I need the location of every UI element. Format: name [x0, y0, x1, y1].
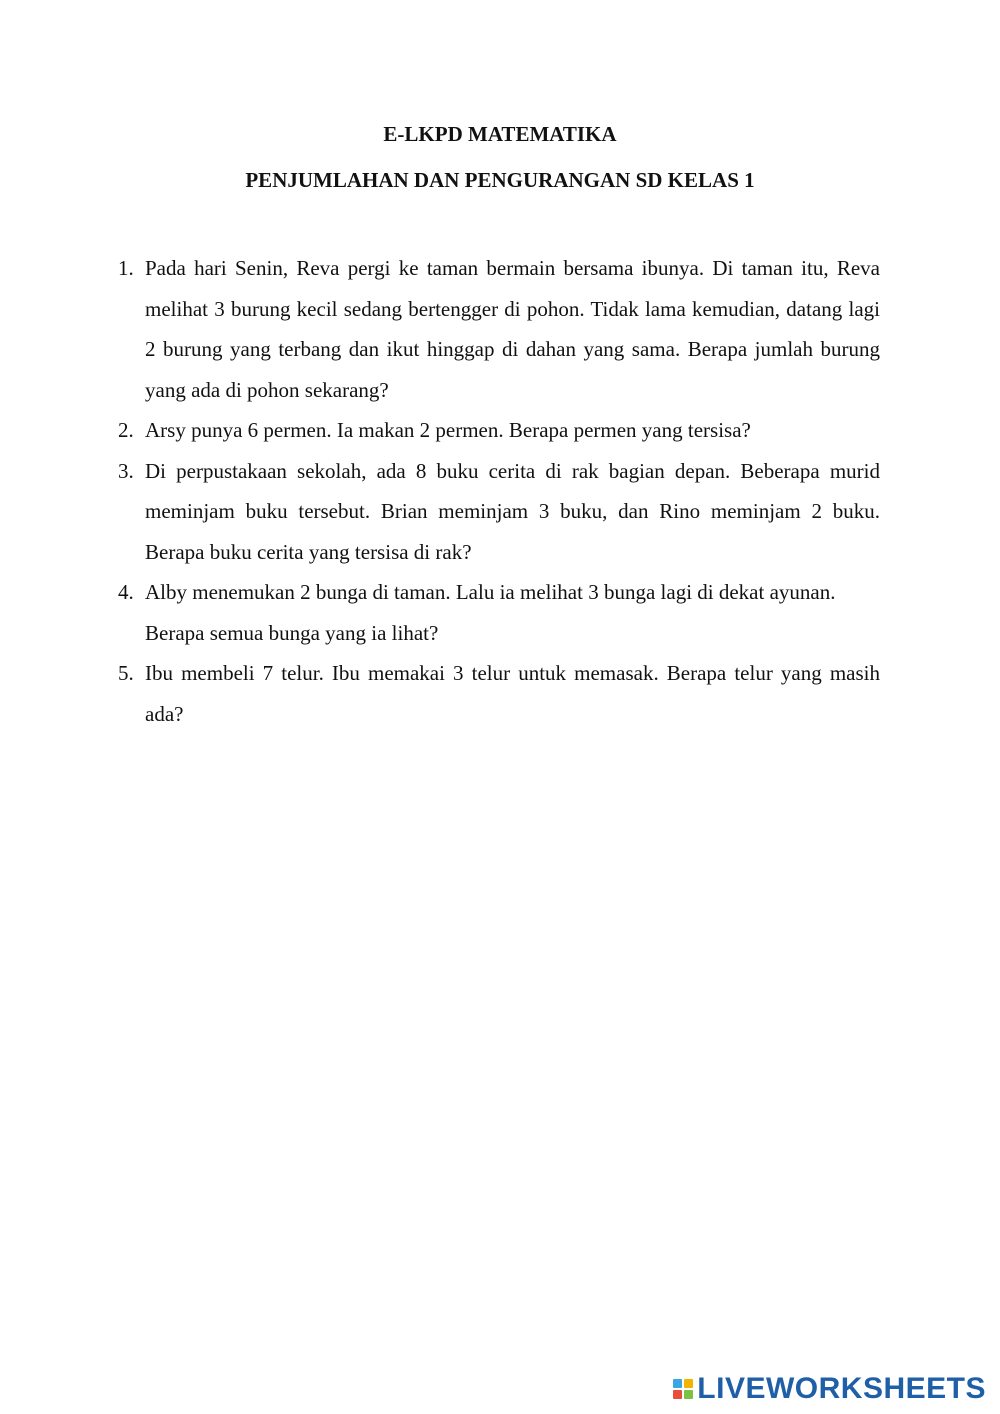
question-item-5	[118, 653, 880, 734]
logo-square-4	[684, 1390, 693, 1399]
question-item-3	[118, 451, 880, 573]
question-number: 5.	[118, 661, 134, 685]
question-item-1	[118, 248, 880, 410]
liveworksheets-logo	[673, 1372, 986, 1406]
logo-square-1	[673, 1379, 682, 1388]
logo-square-3	[673, 1390, 682, 1399]
question-text: Arsy punya 6 permen. Ia makan 2 permen. Berapa permen yang tersisa?	[145, 418, 751, 442]
question-item-4	[118, 572, 880, 653]
logo-wordmark: LIVEWORKSHEETS	[697, 1372, 986, 1405]
question-number: 2.	[118, 418, 134, 442]
question-text: Pada hari Senin, Reva pergi ke taman bermain bersama ibunya. Di taman itu, Reva melihat 3 burung kecil sedang bertengger di pohon. Tidak lama kemudian, datang lagi 2 burung yang terbang dan ikut hinggap di dahan yang sama. Berapa jumlah burung yang ada di pohon sekarang?	[145, 256, 880, 402]
page-subtitle: PENJUMLAHAN DAN PENGURANGAN SD KELAS 1	[245, 168, 755, 192]
page-title: E-LKPD MATEMATIKA	[383, 122, 617, 146]
question-number: 1.	[118, 256, 134, 280]
logo-square-2	[684, 1379, 693, 1388]
question-text: Alby menemukan 2 bunga di taman. Lalu ia melihat 3 bunga lagi di dekat ayunan.	[145, 580, 836, 604]
question-text: Di perpustakaan sekolah, ada 8 buku cerita di rak bagian depan. Beberapa murid meminjam buku tersebut. Brian meminjam 3 buku, dan Rino meminjam 2 buku. Berapa buku cerita yang tersisa di rak?	[145, 458, 880, 564]
question-item-2	[118, 410, 880, 451]
question-number: 3.	[118, 458, 134, 483]
logo-grid-icon	[673, 1379, 693, 1399]
question-text-followup: Berapa semua bunga yang ia lihat?	[145, 620, 439, 645]
question-text: Ibu membeli 7 telur. Ibu memakai 3 telur untuk memasak. Berapa telur yang masih ada?	[145, 661, 880, 726]
question-body	[145, 572, 880, 653]
question-list	[118, 248, 880, 734]
question-number: 4.	[118, 580, 134, 604]
